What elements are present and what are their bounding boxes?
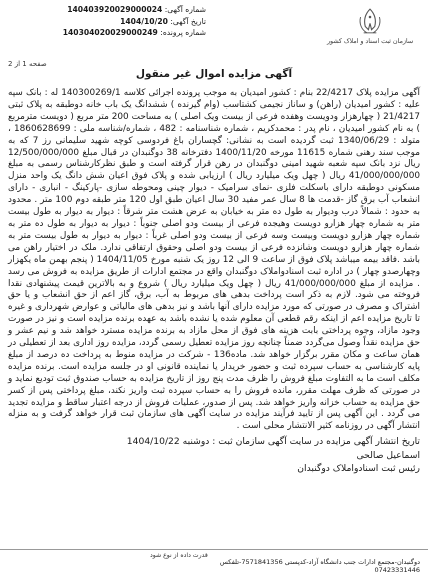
case-number: 140304020029000249 (62, 28, 158, 37)
signer-title: رئیس ثبت اسنادواملاک دوگنبدان (297, 463, 420, 475)
case-number-row (6, 27, 206, 39)
footer-tag: قدرت داده از نوع شود (150, 552, 208, 559)
footer-address: دوگنبدان-مجتمع ادارات جنب دانشگاه آزاد-کدپستی 7571841356-تلفکس (219, 558, 420, 566)
footer-phone: 07423331446 (374, 566, 420, 574)
footer (0, 549, 428, 576)
ad-metadata (6, 4, 206, 39)
organization-emblem (326, 6, 414, 64)
notice-paragraph: آگهی مزایده پلاک 22/4217 بنام : کشور امیدیان به موجب پرونده اجرائی کلاسه 140300269/1 له : بانک سپه علیه : کشور امیدیان (راهن) و ساناز نجیمی کشتاسب (وام گیرنده ) ششدانگ یک باب خانه دوطبقه به پلاک ثبتی 21/4217 ( چهارهزار ودویست وهفده فرعی از بیست ویک اصلی ) به مساحت 200 متر مربع ( دویست مترمربع ) به نام کشور امیدیان ، نام پدر : محمدکریم ، شماره شناسنامه : 482 ، شماره/شناسه ملی : 1860628699 ، متولد : 1340/06/29 ثبت گردیده است به نشانی: گچساران باغ فردوسی کوچه شهید سلیمانی رز 7 که به موجب سند رهنی شماره 11615 مورخه 1400/11/20 دفترخانه 38 دوگنبدان در قبال مبلغ 12/500/000/000 ریال نزد بانک سپه شعبه شهید امینی دوگنبدان در رهن قرار گرفته است و طبق نظرکارشناس رسمی به مبلغ 41/000/000/000 ریال ( چهل ویک میلیارد ریال ) ارزیابی شده و پلاک فوق اعیان شش دانگ یک واحد منزل مسکونی دوطبقه دارای باسکلت فلزی -نمای سرامیک - دیوار چینی ومحوطه سازی -پارکینگ - انباری - دارای انشعاب آب برق گاز -قدمت ها 8 سال عمر مفید 30 سال اعیان طبق اول 120 متر طبقه دوم 100 متر . محدود به حدود : شمالاً درب ودیوار به طول ده متر به خیابان به عرض هشت متر شرقاً : دیوار به دیوار به طول بیست متر به شماره چهار هزارو دویست وهیجده فرعی از بیست ودو اصلی جنوباً : دیوار به دیوار به طول ده متر به شماره چهار هزارو دویست وبیست وسه فرعی از بیست ودو اصلی غرباً : دیوار به دیوار به طول بیست متر به شماره چهار هزارو دویست وشانزده فرعی از بیست ودو اصلی وحقوق ارتفاقی ندارد. ملک در اختیار راهن می باشد .فاقد بیمه میباشد پلاک فوق از ساعت 9 الی 12 روز یک شنبه مورخ 1404/11/05 ( پنجم بهمن ماه یکهزار وچهارصدو چهار ) در اداره ثبت اسنادواملاک دوگنبدان واقع در مجتمع ادارات از طریق مزایده به فروش می رسد . مزایده از مبلغ 41/000/000/000 ریال ( چهل ویک میلیارد ریال ) شروع و به بالاترین قیمت پیشنهادی نقدا فروخته می شود. لازم به ذکر است پرداخت بدهی های مربوط به آب، برق، گاز اعم از حق انشعاب و یا حق اشتراک و مصرف در صورتی که مورد مزایده دارای آنها باشد و نیز بدهی های مالیاتی و عوارض شهرداری و غیره تا تاریخ مزایده اعم از اینکه رقم قطعی آن معلوم شده یا نشده باشد به عهده برنده مزایده است و نیز در صورت وجود مازاد، وجوه پرداختی بابت هزینه های فوق از محل مازاد به برنده مزایده مسترد خواهد شد و نیم عشر و حق مزایده نقداً وصول می‌گردد ضمناً چنانچه روز مزایده تعطیل رسمی گردد، مزایده روز اداری بعد از تعطیلی در همان ساعت و مکان مقرر برگزار خواهد شد. ماده136 - شرکت در مزایده منوط به پرداخت ده درصد از مبلغ پایه کارشناسی به حساب سپرده ثبت و حضور خریدار یا نماینده قانونی او در جلسه مزایده است. برنده مزایده مکلف است ما به التفاوت مبلغ فروش را ظرف مدت پنج روز از تاریخ مزایده به حساب صندوق ثبت تودیع نماید و در صورتی که ظرف مهلت مقرر، مانده فروش را به حساب سپرده ثبت واریز نکند، مبلغ پرداختی پس از کسر حق مزایده به حساب خزانه واریز خواهد شد. پس از صدور، عملیات فروش از درجه اعتبار ساقط و مزایده تجدید می گردد . این آگهی پس از تایید فرآیند مزایده در سایت آگهی های سازمان ثبت قرار خواهد گرفت و به منزله انتشار آگهی در روزنامه کثیر الانتشار محلی است . (8, 88, 421, 432)
page-title: آگهی مزایده اموال غیر منقول (135, 68, 293, 80)
notice-body (8, 88, 420, 476)
publish-date-line: تاریخ انتشار آگهی مزایده در سایت آگهی سازمان ثبت : دوشنبه 1404/10/22 (126, 436, 420, 448)
emblem-icon (354, 6, 386, 36)
ad-date-label: تاریخ آگهی: (170, 16, 206, 26)
emblem-caption: سازمان ثبت اسناد و املاک کشور (326, 38, 414, 45)
page-number: صفحه 1 از 2 (8, 60, 47, 68)
case-number-label: شماره پرونده: (160, 28, 206, 37)
ad-date: 1404/10/20 (120, 16, 168, 26)
signature-block (8, 435, 420, 476)
ad-number-row (6, 4, 206, 16)
signer-name: اسماعیل صالحی (356, 449, 420, 461)
ad-date-row (6, 16, 206, 28)
ad-number-label: شماره آگهی: (164, 5, 206, 14)
ad-number: 140403920029000024 (67, 5, 163, 14)
